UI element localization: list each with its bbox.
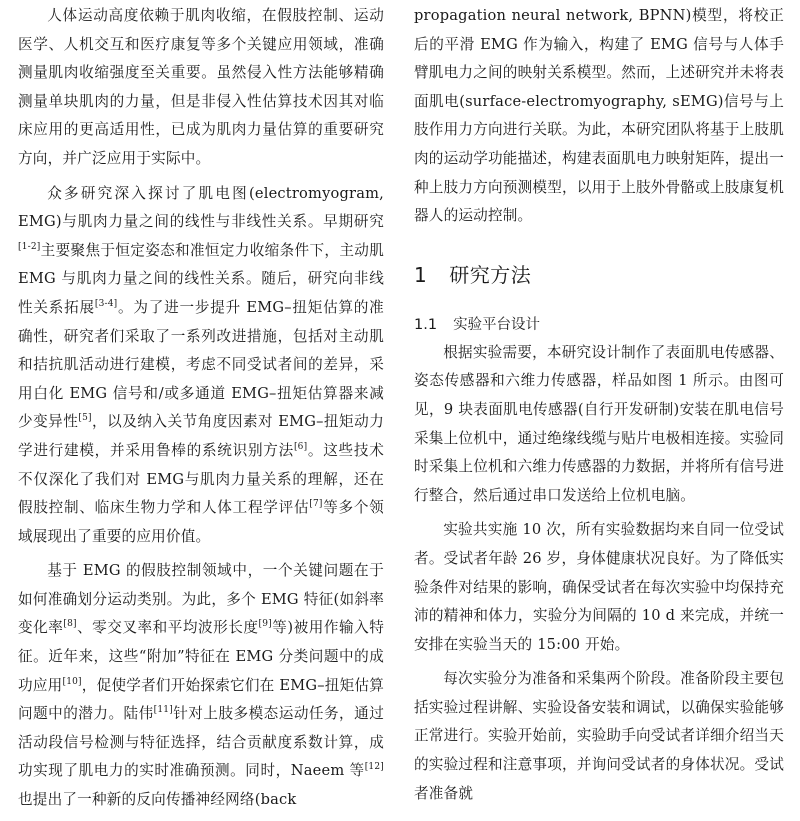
section-heading — [414, 261, 784, 289]
p3-text-2: 、零交叉率和平均波形长度 — [76, 619, 259, 637]
citation-7: [7] — [309, 499, 323, 510]
section-number: 1 — [414, 262, 428, 287]
citation-1-2: [1-2] — [18, 241, 41, 252]
section-title: 研究方法 — [449, 262, 532, 287]
subsection-title: 实验平台设计 — [453, 316, 541, 333]
p3-text-4: ，促使学者们开始探索它们在 EMG–扭矩估算问题中的潜力。陆伟 — [18, 676, 385, 723]
citation-10: [10] — [62, 676, 82, 687]
intro-paragraph-1: 人体运动高度依赖于肌肉收缩，在假肢控制、运动医学、人机交互和医疗康复等多个关键应用领域，准确测量肌肉收缩强度至关重要。虽然侵入性方法能够精确测量单块肌肉的力量，但是非侵入性估算技术因其对临床应用的更高适用性，已成为肌肉力量估算的重要研究方向，并广泛应用于实际中。 — [18, 7, 384, 167]
p2-text-4: ，以及纳入关节角度因素对 EMG–扭矩动力学进行建模，并采用鲁棒的系统识别方法 — [18, 413, 384, 459]
citation-12: [12] — [364, 762, 384, 773]
citation-3-4: [3-4] — [94, 299, 118, 310]
citation-8: [8] — [63, 619, 77, 630]
citation-5: [5] — [78, 413, 92, 424]
p3-text-5: 针对上肢多模态运动任务，通过活动段信号检测与特征选择，结合贡献度系数计算，成功实现了肌电力的实时准确预测。同时，Naeem 等 — [18, 705, 384, 780]
p2-text-1: 众多研究深入探讨了肌电图(electromyogram, EMG)与肌肉力量之间的线性与非线性关系。早期研究 — [18, 184, 384, 231]
citation-6: [6] — [293, 442, 308, 453]
intro-paragraph-2 — [18, 180, 384, 552]
right-column — [414, 2, 784, 814]
p2-text-3: 。为了进一步提升 EMG–扭矩估算的准确性，研究者们采取了一系列改进措施，包括对主动肌和拮抗肌活动进行建模，考虑不同受试者间的差异，采用白化 EMG 信号和/或多通道 EMG–扭矩估算器来减少变异性 — [18, 298, 384, 431]
citation-11: [11] — [153, 705, 173, 716]
p2-text-5: 。这些技术不仅深化了我们对 EMG与肌肉力量关系的理解，还在假肢控制、临床生物力学和人体工程学评估 — [18, 441, 384, 517]
methods-paragraph-1: 根据实验需要，本研究设计制作了表面肌电传感器、姿态传感器和六维力传感器，样品如图 1 所示。由图可见，9 块表面肌电传感器(自行开发研制)安装在肌电信号采集上位机中，通过绝缘线缆与贴片电极相连接。实验同时采集上位机和六维力传感器的力数据，并将所有信号进行整合，然后通过串口发送给上位机电脑。 — [414, 343, 784, 504]
intro-paragraph-3-continued: propagation neural network, BPNN)模型，将校正后的平滑 EMG 作为输入，构建了 EMG 信号与人体手臂肌电力之间的映射关系模型。然而，上述研究并未将表面肌电(surface-electromyography, sEMG)信号与上肢作用力方向进行关联。为此，本研究团队将基于上肢肌肉的运动学功能描述，构建表面肌电力映射矩阵，提出一种上肢力方向预测模型，以用于上肢外骨骼或上肢康复机器人的运动控制。 — [414, 7, 784, 225]
subsection-number: 1.1 — [414, 316, 438, 333]
p2-text-6: 等多个领域展现出了重要的应用价值。 — [18, 499, 384, 545]
intro-paragraph-3 — [18, 557, 384, 814]
p2-text-2: 主要聚焦于恒定姿态和准恒定力收缩条件下，主动肌 EMG 与肌肉力量之间的线性关系。随后，研究向非线性关系拓展 — [18, 241, 384, 316]
left-column — [18, 2, 384, 821]
methods-paragraph-3: 每次实验分为准备和采集两个阶段。准备阶段主要包括实验过程讲解、实验设备安装和调试，以确保实验能够正常进行。实验开始前，实验助手向受试者详细介绍当天的实验过程和注意事项，并询问受试者的身体状况。受试者准备就 — [414, 670, 784, 802]
citation-9: [9] — [258, 619, 272, 630]
p3-text-6: 也提出了一种新的反向传播神经网络(back — [18, 791, 297, 809]
methods-paragraph-2: 实验共实施 10 次，所有实验数据均来自同一位受试者。受试者年龄 26 岁，身体健康状况良好。为了降低实验条件对结果的影响，确保受试者在每次实验中均保持充沛的精神和体力，实验分为间隔的 10 d 来完成，并统一安排在实验当天的 15:00 开始。 — [414, 521, 784, 653]
subsection-heading — [414, 311, 784, 339]
p3-text-3: 等)被用作输入特征。近年来，这些“附加”特征在 EMG 分类问题中的成功应用 — [18, 619, 384, 694]
p3-text-1: 基于 EMG 的假肢控制领域中，一个关键问题在于如何准确划分运动类别。为此，多个 EMG 特征(如斜率变化率 — [18, 562, 384, 637]
